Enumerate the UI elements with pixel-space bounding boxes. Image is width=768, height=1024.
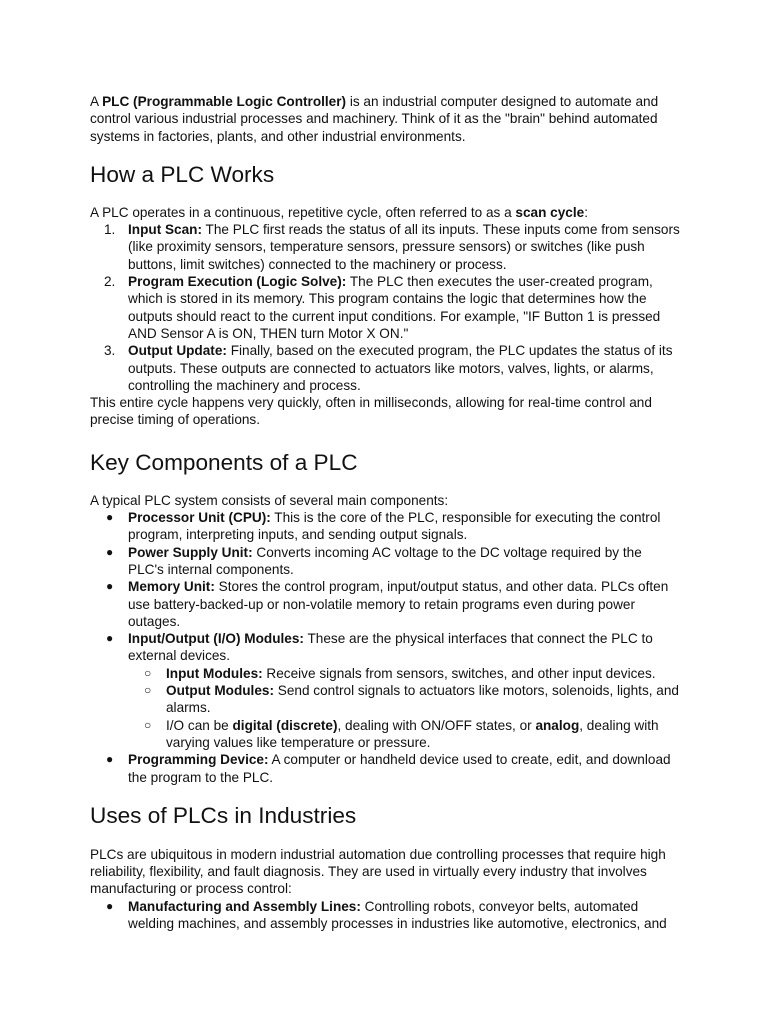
list-item-programming-device — [90, 751, 680, 786]
bullet-icon: ● — [106, 510, 114, 525]
components-list — [90, 509, 680, 786]
list-item-input-modules — [128, 665, 680, 682]
works-lead-text-2: : — [584, 204, 588, 220]
component-title: Programming Device: — [128, 752, 269, 768]
step-number: 3. — [104, 343, 116, 359]
step-text: The PLC first reads the status of all its inputs. These inputs come from sensors (like proximity sensors, temperature sensors, pressure sensors) or switches (like push buttons, limit switches) connected to the machinery or process. — [128, 222, 680, 272]
component-title: Processor Unit (CPU): — [128, 510, 271, 526]
bullet-icon: ● — [106, 631, 114, 646]
sub-item-title: Input Modules: — [166, 665, 263, 681]
uses-list — [90, 898, 680, 933]
works-lead-paragraph — [90, 204, 680, 221]
component-text: Converts incoming AC voltage to the DC voltage required by the PLC's internal components. — [128, 544, 642, 577]
sub-bullet-icon: ○ — [144, 717, 152, 732]
step-number: 2. — [104, 274, 116, 290]
io-types-text-2: , dealing with ON/OFF states, or — [337, 717, 536, 733]
list-item-step-2 — [90, 273, 680, 342]
sub-item-title: Output Modules: — [166, 683, 274, 699]
intro-text-1: A — [90, 94, 103, 109]
bullet-icon: ● — [106, 544, 114, 559]
list-item-memory — [90, 578, 680, 630]
works-closing-paragraph: This entire cycle happens very quickly, often in milliseconds, allowing for real-time control and precise timing of operations. — [90, 395, 652, 428]
step-number: 1. — [104, 222, 116, 238]
sub-bullet-icon: ○ — [144, 665, 152, 680]
intro-paragraph — [90, 93, 680, 145]
scan-cycle-steps-list — [90, 221, 680, 394]
list-item-step-1 — [90, 221, 680, 273]
component-title: Power Supply Unit: — [128, 544, 253, 560]
list-item-cpu — [90, 509, 680, 544]
step-text: The PLC then executes the user-created program, which is stored in its memory. This program contains the logic that determines how the outputs should react to the current input conditions. For example, "IF Button 1 is pressed AND Sensor A is ON, THEN turn Motor X ON." — [128, 274, 661, 341]
document-page — [90, 93, 680, 932]
use-title: Manufacturing and Assembly Lines: — [128, 898, 361, 914]
io-modules-sub-list — [128, 665, 680, 751]
component-title: Input/Output (I/O) Modules: — [128, 631, 304, 647]
io-types-text-3: , dealing with varying values like temperature or pressure. — [166, 717, 659, 750]
component-title: Memory Unit: — [128, 579, 215, 595]
bullet-icon: ● — [106, 752, 114, 767]
component-text: These are the physical interfaces that connect the PLC to external devices. — [128, 631, 653, 664]
list-item-io-modules — [90, 630, 680, 751]
heading-how-plc-works: How a PLC Works — [90, 161, 275, 187]
io-types-bold-digital: digital (discrete) — [232, 717, 338, 733]
intro-bold-plc: PLC (Programmable Logic Controller) — [102, 94, 347, 109]
list-item-io-types — [128, 717, 680, 752]
step-text: Finally, based on the executed program, the PLC updates the status of its outputs. These outputs are connected to actuators like motors, valves, lights, or alarms, controlling the machinery and process. — [128, 343, 673, 393]
heading-uses-of-plcs: Uses of PLCs in Industries — [90, 802, 357, 828]
components-lead-paragraph: A typical PLC system consists of several main components: — [90, 492, 449, 508]
step-title: Program Execution (Logic Solve): — [128, 274, 347, 290]
bullet-icon: ● — [106, 579, 114, 594]
intro-text-2: is an industrial computer designed to automate and control various industrial processes and machinery. Think of it as the "brain" behind automated systems in factories, plants, and other industrial environments. — [90, 94, 659, 144]
io-types-text-1: I/O can be — [166, 717, 233, 733]
list-item-power-supply — [90, 544, 680, 579]
io-types-bold-analog: analog — [535, 717, 580, 733]
use-text: Controlling robots, conveyor belts, automated welding machines, and assembly processes in industries like automotive, electronics, and — [128, 898, 667, 931]
heading-key-components: Key Components of a PLC — [90, 449, 358, 475]
uses-lead-paragraph: PLCs are ubiquitous in modern industrial automation due controlling processes that require high reliability, flexibility, and fault diagnosis. They are used in virtually every industry that involves manufacturing or process control: — [90, 846, 666, 897]
sub-item-text: Send control signals to actuators like motors, solenoids, lights, and alarms. — [166, 683, 679, 716]
works-lead-text-1: A PLC operates in a continuous, repetitive cycle, often referred to as a — [90, 204, 516, 220]
list-item-manufacturing — [90, 898, 680, 933]
component-text: A computer or handheld device used to create, edit, and download the program to the PLC. — [128, 752, 671, 785]
works-lead-bold: scan cycle — [515, 204, 585, 220]
list-item-step-3 — [90, 342, 680, 394]
sub-bullet-icon: ○ — [144, 683, 152, 698]
sub-item-text: Receive signals from sensors, switches, and other input devices. — [262, 665, 656, 681]
component-text: Stores the control program, input/output status, and other data. PLCs often use battery-backed-up or non-volatile memory to retain programs even during power outages. — [128, 579, 669, 629]
list-item-output-modules — [128, 682, 680, 717]
step-title: Input Scan: — [128, 222, 203, 238]
step-title: Output Update: — [128, 343, 227, 359]
bullet-icon: ● — [106, 898, 114, 913]
component-text: This is the core of the PLC, responsible for executing the control program, interpreting inputs, and sending output signals. — [128, 510, 661, 543]
